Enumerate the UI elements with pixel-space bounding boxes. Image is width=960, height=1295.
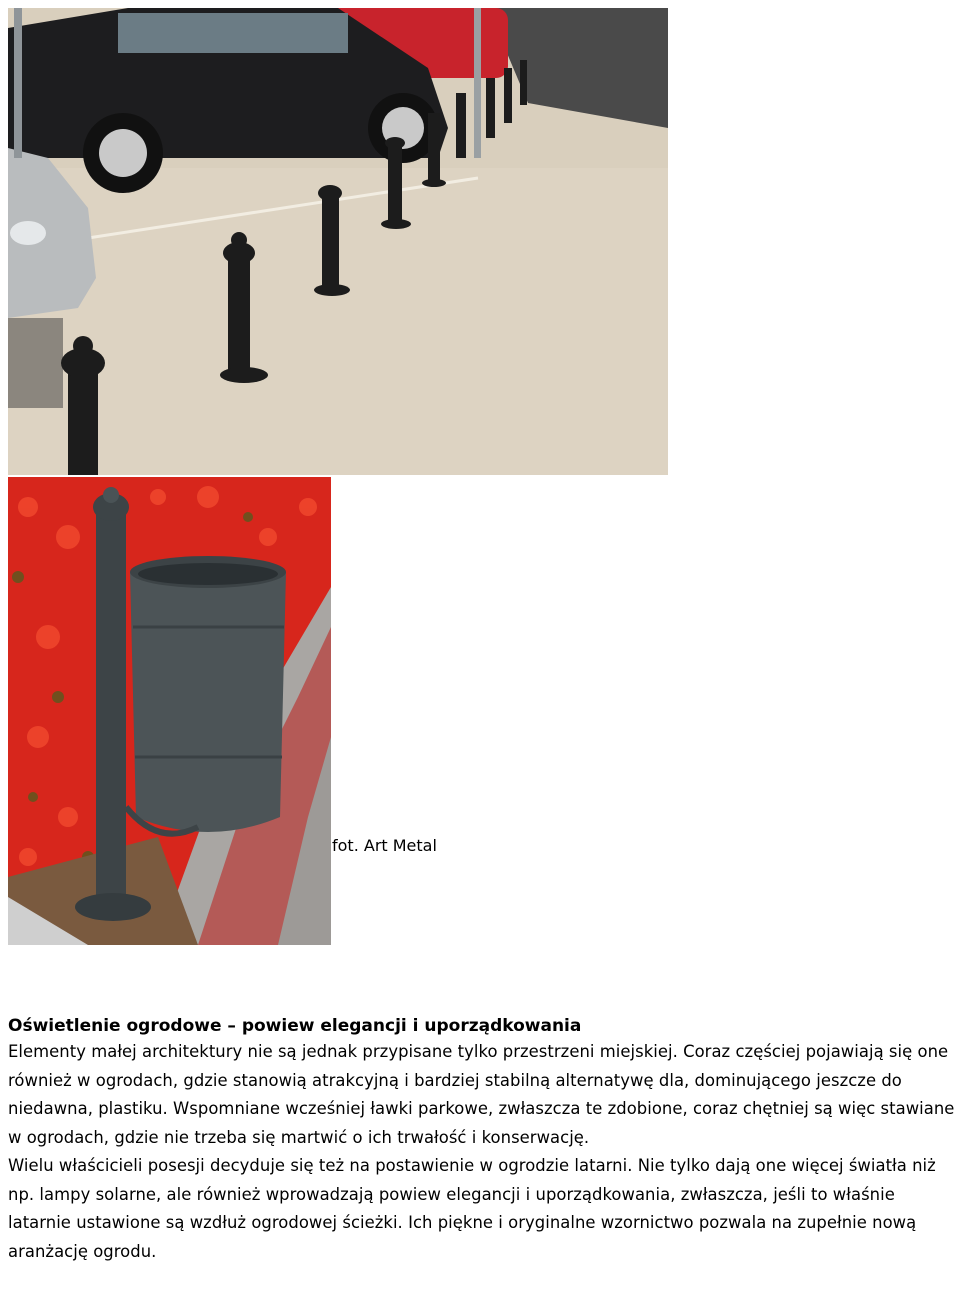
litter-bin-photo xyxy=(8,477,331,945)
article-paragraph-2: Wielu właścicieli posesji decyduje się też na postawienie w ogrodzie latarni. Nie tylko dają one więcej światła niż np. lampy solarne, ale również wprowadzają powiew elegancji i uporządkowania, zwłaszcza, jeśli to właśnie latarnie ustawione są wzdłuż ogrodowej ścieżki. Ich piękne i oryginalne wzornictwo pozwala na zupełnie nową aranżację ogrodu. xyxy=(8,1156,936,1261)
article xyxy=(8,1014,960,1266)
article-paragraph-1: Elementy małej architektury nie są jednak przypisane tylko przestrzeni miejskiej. Coraz częściej pojawiają się one również w ogrodach, gdzie stanowią atrakcyjną i bardziej stabilną alternatywę dla, dominującego jeszcze do niedawna, plastiku. Wspomniane wcześniej ławki parkowe, zwłaszcza te zdobione, coraz chętniej są więc stawiane w ogrodach, gdzie nie trzeba się martwić o ich trwałość i konserwację. xyxy=(8,1042,955,1147)
article-heading: Oświetlenie ogrodowe – powiew elegancji i uporządkowania xyxy=(8,1016,582,1036)
bollards-photo xyxy=(8,8,668,475)
photo-caption: fot. Art Metal xyxy=(332,836,437,855)
